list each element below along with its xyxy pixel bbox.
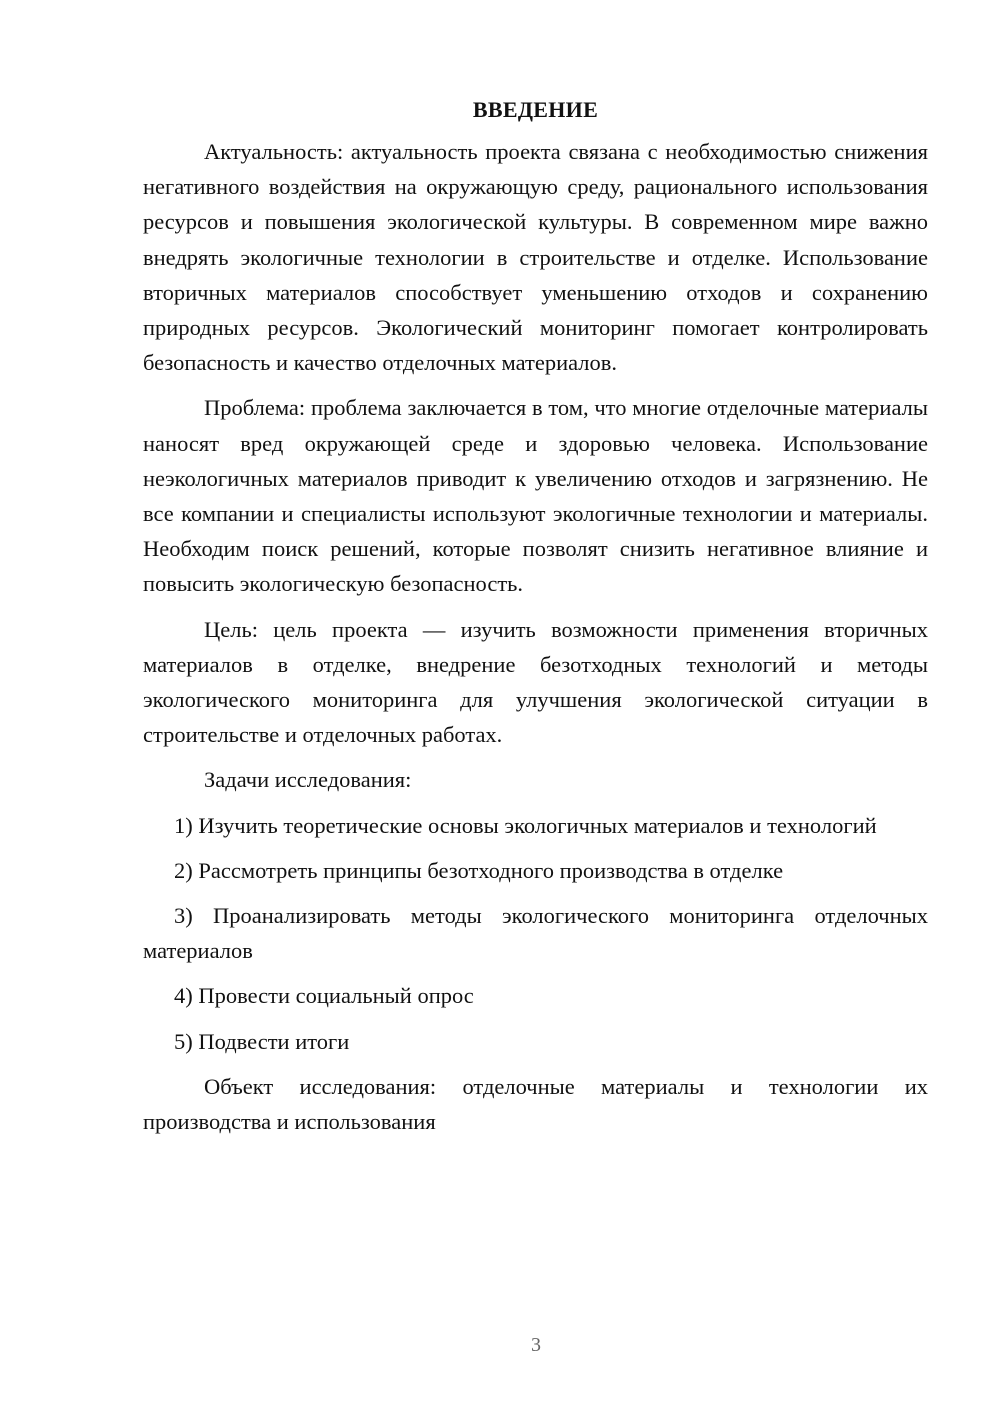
page-title: ВВЕДЕНИЕ	[472, 97, 599, 122]
paragraph-problem: Проблема: проблема заключается в том, что многие отделочные материалы наносят вред окружающей среде и здоровью человека. Использование неэкологичных материалов приводит к увеличению отходов и загрязнению. Не все компании и специалисты используют экологичные технологии и материалы. Необходим поиск решений, которые позволят снизить негативное влияние и повысить экологическую безопасность.	[143, 395, 928, 597]
page-content	[143, 92, 928, 1149]
tasks-heading: Задачи исследования:	[204, 767, 412, 793]
paragraph-object: Объект исследования: отделочные материалы и технологии их производства и использования	[143, 1073, 928, 1135]
task-item-2: 2) Рассмотреть принципы безотходного производства в отделке	[174, 857, 784, 883]
task-item-5: 5) Подвести итоги	[174, 1028, 350, 1054]
page-number: 3	[531, 1334, 541, 1356]
paragraph-relevance: Актуальность: актуальность проекта связана с необходимостью снижения негативного воздействия на окружающую среду, рационального использования ресурсов и повышения экологической культуры. В современном мире важно внедрять экологичные технологии в строительстве и отделке. Использование вторичных материалов способствует уменьшению отходов и сохранению природных ресурсов. Экологический мониторинг помогает контролировать безопасность и качество отделочных материалов.	[143, 139, 928, 376]
paragraph-goal: Цель: цель проекта — изучить возможности применения вторичных материалов в отделке, внедрение безотходных технологий и методы экологического мониторинга для улучшения экологической ситуации в строительстве и отделочных работах.	[143, 616, 928, 748]
task-item-4: 4) Провести социальный опрос	[174, 983, 474, 1009]
task-item-3: 3) Проанализировать методы экологического мониторинга отделочных материалов	[143, 903, 928, 964]
task-item-1: 1) Изучить теоретические основы экологичных материалов и технологий	[174, 812, 877, 838]
